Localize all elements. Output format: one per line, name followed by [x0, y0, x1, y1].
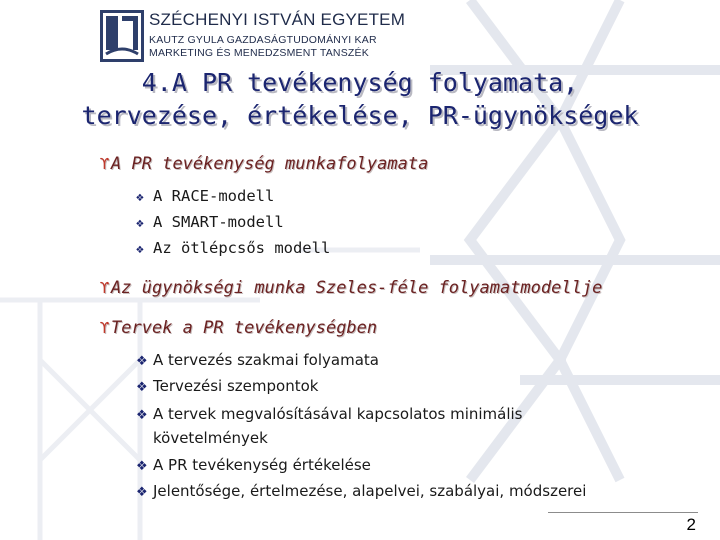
diamond-bullet-icon: ❖: [136, 380, 148, 395]
title-line-1: 4.A PR tevékenység folyamata,: [141, 68, 579, 97]
list-item: [136, 405, 523, 423]
list-item-text: A tervek megvalósításával kapcsolatos minimális: [153, 405, 523, 423]
slide-title: [0, 66, 720, 132]
list-item-text: Jelentősége, értelmezése, alapelvei, szabályai, módszerei: [153, 482, 587, 500]
bullet-marker-icon: ϒ: [100, 319, 110, 337]
list-item-text: követelmények: [153, 429, 268, 447]
diamond-bullet-icon: ❖: [136, 354, 148, 369]
section-heading-text: Az ügynökségi munka Szeles-féle folyamatmodellje: [111, 278, 603, 298]
section-heading-text: Tervek a PR tevékenységben: [111, 318, 378, 338]
department-name: MARKETING ÉS MENEDZSMENT TANSZÉK: [149, 47, 369, 59]
list-item: [136, 187, 274, 205]
list-item-continuation: [136, 429, 268, 447]
list-item: [136, 213, 284, 231]
page-number: 2: [686, 515, 696, 534]
list-item: [136, 456, 371, 474]
section-heading: [100, 154, 428, 174]
diamond-bullet-icon: ❖: [136, 216, 144, 231]
faculty-name: KAUTZ GYULA GAZDASÁGTUDOMÁNYI KAR: [149, 34, 377, 46]
list-item-text: A PR tevékenység értékelése: [153, 456, 371, 474]
section-heading-text: A PR tevékenység munkafolyamata: [111, 154, 429, 174]
section-heading: [100, 278, 602, 298]
bullet-marker-icon: ϒ: [100, 279, 110, 297]
diamond-bullet-icon: ❖: [136, 485, 148, 500]
list-item: [136, 239, 330, 257]
university-name: SZÉCHENYI ISTVÁN EGYETEM: [149, 10, 406, 29]
diamond-bullet-icon: ❖: [136, 408, 148, 423]
list-item-text: Az ötlépcsős modell: [153, 239, 331, 257]
list-item-text: A tervezés szakmai folyamata: [153, 351, 379, 369]
footer-divider: [548, 512, 698, 513]
university-logo-icon: [100, 10, 144, 62]
title-line-2: tervezése, értékelése, PR-ügynökségek: [81, 101, 639, 130]
bullet-marker-icon: ϒ: [100, 155, 110, 173]
section-heading: [100, 318, 377, 338]
list-item: [136, 377, 318, 395]
list-item-text: A SMART-modell: [153, 213, 284, 231]
list-item: [136, 351, 379, 369]
list-item-text: Tervezési szempontok: [153, 377, 319, 395]
diamond-bullet-icon: ❖: [136, 242, 144, 257]
list-item: [136, 482, 586, 500]
list-item-text: A RACE-modell: [153, 187, 275, 205]
diamond-bullet-icon: ❖: [136, 190, 144, 205]
diamond-bullet-icon: ❖: [136, 459, 148, 474]
